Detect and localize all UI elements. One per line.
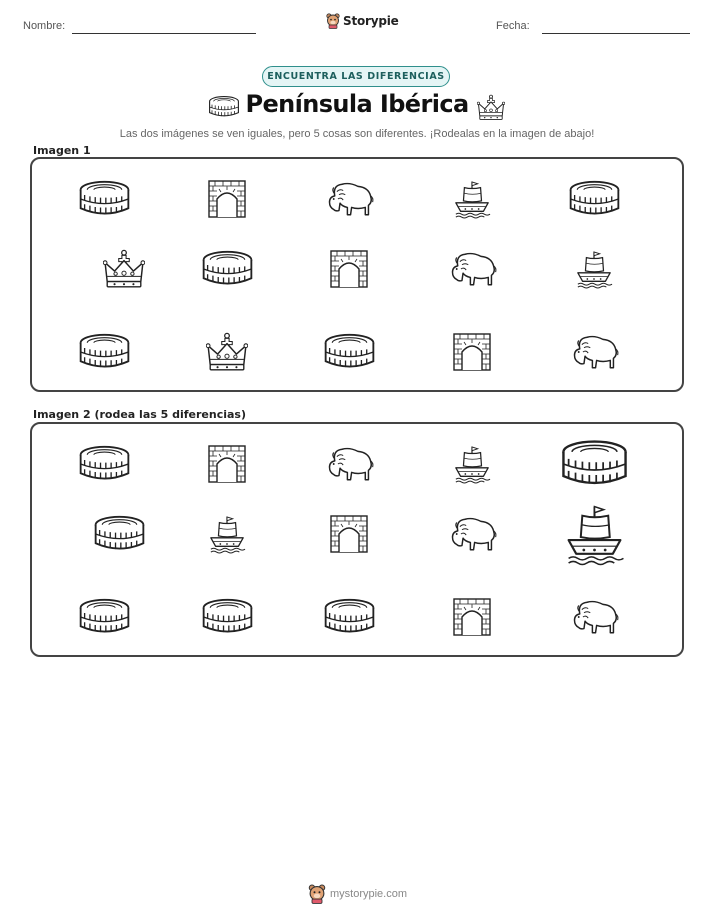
colosseum-icon[interactable] bbox=[323, 597, 376, 642]
caravel-ship-icon bbox=[453, 179, 491, 224]
colosseum-icon[interactable] bbox=[560, 438, 629, 495]
image1-label: Imagen 1 bbox=[33, 144, 91, 157]
bear-mascot-icon bbox=[326, 13, 340, 29]
image2-label: Imagen 2 (rodea las 5 diferencias) bbox=[33, 408, 247, 421]
name-field[interactable] bbox=[72, 33, 256, 34]
aqueduct-arch-icon[interactable] bbox=[207, 444, 247, 489]
instructions: Las dos imágenes se ven iguales, pero 5 cosas son diferentes. ¡Rodealas en la imagen de abajo! bbox=[119, 128, 595, 140]
caravel-ship-icon[interactable] bbox=[564, 502, 625, 571]
crown-icon bbox=[103, 249, 145, 294]
bison-icon[interactable] bbox=[447, 514, 498, 559]
aqueduct-arch-icon bbox=[452, 332, 492, 377]
bison-icon[interactable] bbox=[324, 444, 375, 489]
brand-name: Storypie bbox=[343, 14, 399, 28]
footer-url[interactable]: mystorypie.com bbox=[330, 888, 408, 900]
caravel-ship-icon bbox=[575, 249, 613, 294]
colosseum-icon[interactable] bbox=[78, 597, 131, 642]
page-title: Península Ibérica bbox=[245, 90, 469, 118]
caravel-ship-icon[interactable] bbox=[208, 514, 246, 559]
aqueduct-arch-icon bbox=[329, 249, 369, 294]
crown-icon bbox=[206, 332, 248, 377]
bison-icon bbox=[447, 249, 498, 294]
image1-panel bbox=[30, 157, 684, 392]
colosseum-icon[interactable] bbox=[78, 444, 131, 489]
name-label: Nombre: bbox=[23, 20, 66, 32]
aqueduct-arch-icon[interactable] bbox=[452, 597, 492, 642]
footer bbox=[308, 884, 407, 904]
image2-panel[interactable] bbox=[30, 422, 684, 657]
brand-logo bbox=[326, 13, 399, 29]
date-field[interactable] bbox=[542, 33, 690, 34]
aqueduct-arch-icon bbox=[207, 179, 247, 224]
activity-tag: ENCUENTRA LAS DIFERENCIAS bbox=[262, 66, 450, 87]
date-label: Fecha: bbox=[496, 20, 530, 32]
crown-icon bbox=[477, 94, 505, 126]
colosseum-icon bbox=[78, 179, 131, 224]
aqueduct-arch-icon[interactable] bbox=[329, 514, 369, 559]
colosseum-icon bbox=[78, 332, 131, 377]
colosseum-icon bbox=[323, 332, 376, 377]
colosseum-icon[interactable] bbox=[93, 514, 146, 559]
bear-mascot-icon bbox=[308, 884, 326, 904]
caravel-ship-icon[interactable] bbox=[453, 444, 491, 489]
bison-icon[interactable] bbox=[569, 597, 620, 642]
bison-icon bbox=[324, 179, 375, 224]
colosseum-icon[interactable] bbox=[201, 597, 254, 642]
colosseum-icon bbox=[201, 249, 254, 294]
bison-icon bbox=[569, 332, 620, 377]
colosseum-icon bbox=[568, 179, 621, 224]
